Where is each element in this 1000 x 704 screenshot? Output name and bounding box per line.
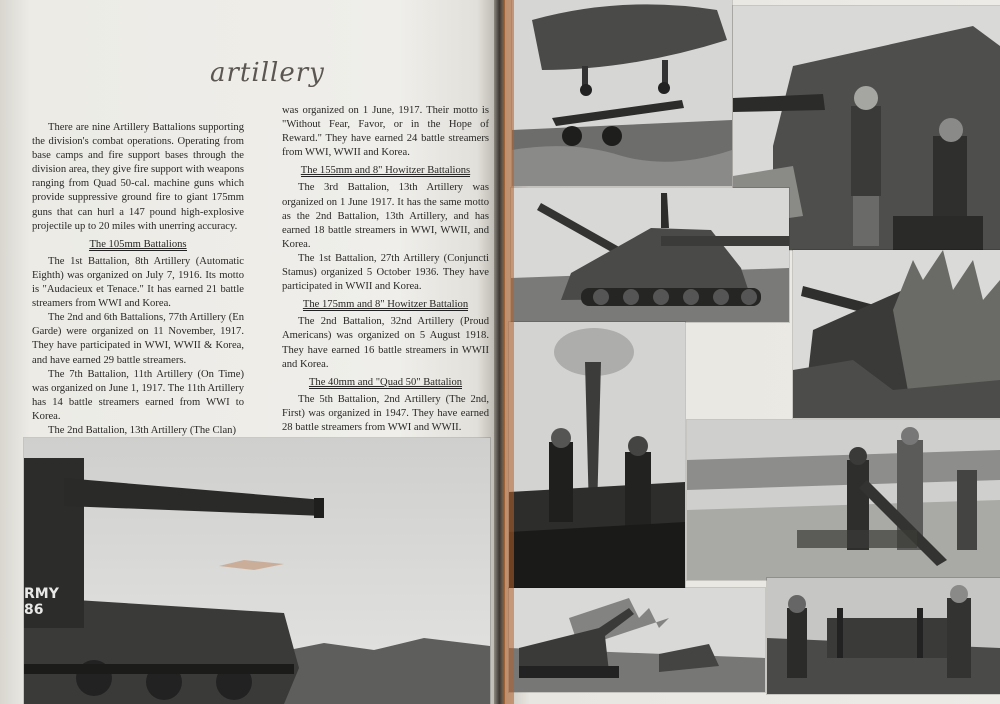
paragraph: The 2nd Battalion, 32nd Artillery (Proud Americans) was organized on 5 August 1918. They have earned 16 battle streamers in WWII and Korea. <box>282 316 489 370</box>
right-page <box>505 0 1000 704</box>
intro-paragraph: There are nine Artillery Battalions supporting the division's combat operations. Operating from base camps and fire support bases through the division area, they give fire support with weapons ranging from Quad 50-cal. machine guns which provide suppressive ground fire to giant 175mm guns that can hurl a 147 pound high-explosive projectile up to 20 miles with unerring accuracy. <box>32 122 244 232</box>
photo-image <box>793 250 1000 418</box>
photo-image <box>767 578 1000 694</box>
paragraph: was organized on 1 June, 1917. Their motto is "Without Fear, Favor, or in the Hope of Reward." They have earned 24 battle streamers from WWI, WWII and Korea. <box>282 105 489 159</box>
section-heading-text: The 175mm and 8" Howitzer Battalion <box>302 299 469 311</box>
photo-gun-in-grass <box>793 250 1000 418</box>
section-heading-text: The 105mm Battalions <box>89 238 187 250</box>
paragraph: The 1st Battalion, 27th Artillery (Conjuncti Stamus) organized 5 October 1936. They have participated in WWII and Korea. <box>282 252 489 293</box>
paragraph: The 5th Battalion, 2nd Artillery (The 2nd, First) was organized in 1947. They have earned 28 battle streamers from WWI and WWII. <box>282 393 489 433</box>
photo-image <box>511 188 789 322</box>
photo-image <box>687 420 1000 580</box>
photo-image <box>512 0 732 186</box>
text-column-1 <box>32 121 244 438</box>
paragraph: The 1st Battalion, 8th Artillery (Automatic Eighth) was organized on July 7, 1916. Its motto is "Audacieux et Tenace." It has earned 21 battle streamers from WWI and Korea. <box>32 255 244 310</box>
page-heading: artillery <box>210 58 325 88</box>
spine-edge <box>504 0 514 704</box>
left-page <box>0 0 497 704</box>
photo-quad-50 <box>767 578 1000 694</box>
section-heading-105mm <box>32 238 244 252</box>
photo-image <box>24 438 490 704</box>
photo-image <box>509 322 685 588</box>
photo-helicopter-lift <box>512 0 732 186</box>
photo-image <box>509 588 765 692</box>
section-heading-175mm <box>282 298 489 312</box>
paragraph: The 3rd Battalion, 13th Artillery was organized on 1 June 1917. It has the same motto as the 2nd Battalion, 13th Artillery, and has earned 18 battle streamers in WWI, WWII, and Korea. <box>282 182 489 250</box>
photo-guns-field <box>509 588 765 692</box>
paragraph: The 2nd and 6th Battalions, 77th Artillery (En Garde) were organized on 11 November, 1917. They have participated in WWI, WWII & Korea, and have earned 29 battle streamers. <box>32 312 244 366</box>
photo-tracked-howitzer <box>511 188 789 322</box>
photo-gun-firing <box>509 322 685 588</box>
section-heading-text: The 155mm and 8" Howitzer Battalions <box>300 165 471 177</box>
text-column-2 <box>282 104 489 435</box>
vehicle-marking: RMY 86 <box>24 586 59 618</box>
paragraph: The 2nd Battalion, 13th Artillery (The Clan) <box>48 424 236 436</box>
photo-bottom-left-gun <box>24 438 490 704</box>
section-heading-text: The 40mm and "Quad 50" Battalion <box>308 376 463 388</box>
paragraph: The 7th Battalion, 11th Artillery (On Time) was organized on June 1, 1917. The 11th Artillery has 14 battle streamers earned from WWI to Korea. <box>32 368 244 422</box>
section-heading-40mm <box>282 376 489 390</box>
section-heading-155mm <box>282 164 489 178</box>
photo-howitzer-crew <box>687 420 1000 580</box>
